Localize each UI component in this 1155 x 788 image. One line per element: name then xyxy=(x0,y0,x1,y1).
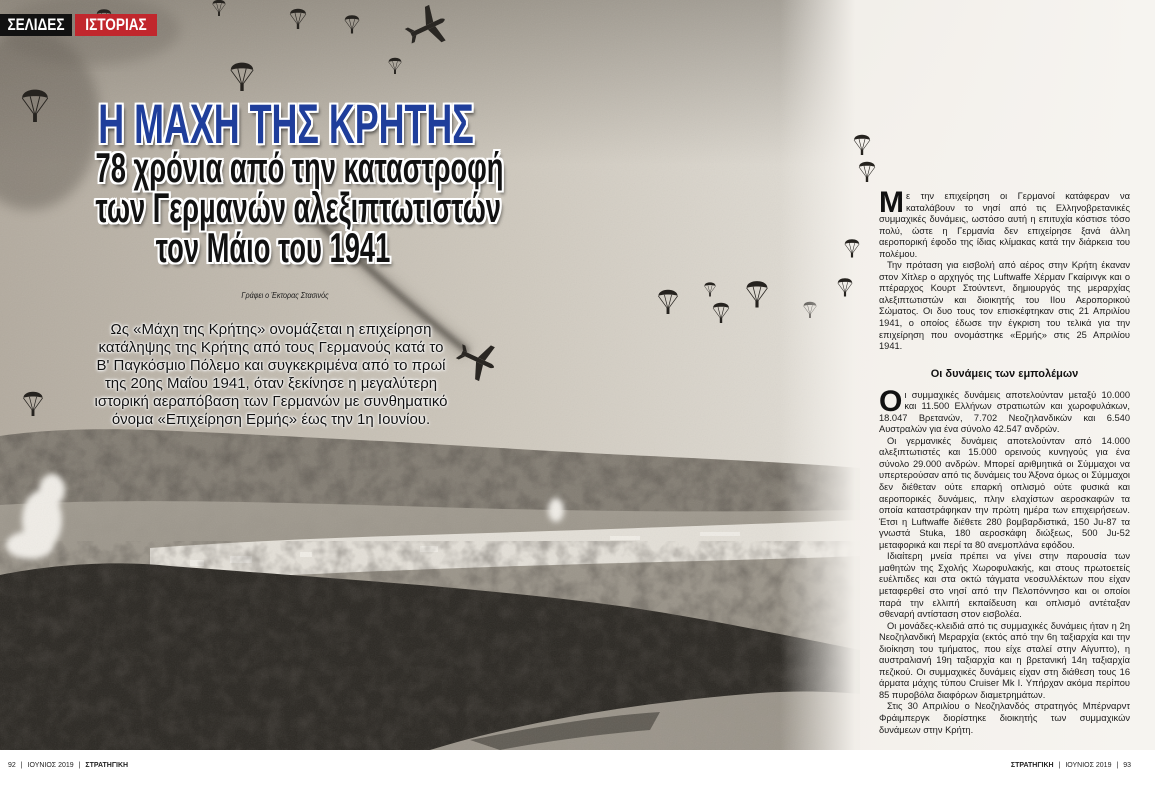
footer-magazine: ΣΤΡΑΤΗΓΙΚΗ xyxy=(1010,762,1054,769)
paragraph-text: ε την επιχείρηση οι Γερμανοί κατάφεραν να καταλάβουν το νησί από τις Ελληνοβρετανικές συμμαχικές δυνάμεις, ωστόσο αυτή η επιτυχία κόστισε τόσο πολύ, ώστε η Γερμανία δεν επιχείρησε ξανά άλλη αεροπορική έφοδο της ίδιας κλίμακας κατά την διάρκεια του πολέμου. xyxy=(879,191,1130,259)
subtitle-line: των Γερμανών αλεξιπτωτιστών xyxy=(95,184,501,231)
body-paragraph-7: Στις 30 Απριλίου ο Νεοζηλανδός στρατηγός Μπέρναρντ Φράιμπεργκ διορίστηκε διοικητής των συμμαχικών δυνάμεων στην Κρήτη. xyxy=(879,701,1130,735)
body-column xyxy=(879,186,1130,736)
body-paragraph-3 xyxy=(879,384,1130,436)
footer-left xyxy=(8,761,128,770)
section-tag-pages xyxy=(0,14,72,36)
section-heading: Οι δυνάμεις των εμπολέμων xyxy=(930,367,1079,380)
footer-right xyxy=(1011,761,1131,770)
footer-magazine: ΣΤΡΑΤΗΓΙΚΗ xyxy=(85,762,129,769)
drop-cap: Ο xyxy=(879,384,903,418)
body-paragraph-6: Οι μονάδες-κλειδιά από τις συμμαχικές δυνάμεις ήταν η 2η Νεοζηλανδική Μεραρχία (εκτός από την 6η ταξιαρχία και την διοίκηση του τμήματος, που είχε σταλεί στην Αίγυπτο), η αυστραλιανή 19η ταξιαρχία και η βρετανική 14η ταξιαρχία πεζικού. Οι συμμαχικές δυνάμεις είχαν στη διάθεση τους 16 άρματα μάχης τύπου Cruiser Mk I. Υπήρχαν ακόμα περίπου 85 πυροβόλα διαφόρων διαμετρημάτων. xyxy=(879,620,1130,700)
footer-issue: ΙΟΥΝΙΟΣ 2019 xyxy=(1065,762,1112,769)
footer-separator: | xyxy=(20,762,23,769)
section-tag-history-label: ΙΣΤΟΡΙΑΣ xyxy=(85,15,147,34)
body-paragraph-4: Οι γερμανικές δυνάμεις αποτελούνταν από 14.000 αλεξιπτωτιστές και 15.000 ορεινούς κυνηγούς για ένα σύνολο 29.000 ανδρών. Μπορεί αριθμητικά οι Σύμμαχοι να υπερτερούσαν από τις δυνάμεις του Άξονα όμως οι Σύμμαχοι δεν διέθεταν ούτε επαρκή οπλισμό ούτε φυσικά και αεροπορικές δυνάμεις, πλην ελαχίστων αεροσκαφών τα οποία καταστράφηκαν την πρώτη ημέρα των επιχειρήσεων. Έτσι η Luftwaffe διέθετε 280 βομβαρδιστικά, 150 Ju-87 τα γνωστά Stuka, 180 αεροσκάφη διώξεως, 500 Ju-52 μεταφορικά και περί τα 80 ανεμοπλάνα εφόδου. xyxy=(879,435,1130,550)
article-title: Η ΜΑΧΗ ΤΗΣ ΚΡΗΤΗΣ xyxy=(98,92,474,155)
footer-issue: ΙΟΥΝΙΟΣ 2019 xyxy=(27,762,74,769)
lead-paragraph xyxy=(0,321,542,429)
drop-cap: Μ xyxy=(879,186,904,219)
section-tag xyxy=(0,14,157,36)
footer-separator: | xyxy=(78,762,81,769)
lead-line: ιστορική αεραπόβαση των Γερμανών με συνθηματικό xyxy=(94,393,448,410)
paragraph-text: ι συμμαχικές δυνάμεις αποτελούνταν μεταξύ 10.000 και 11.500 Ελλήνων στρατιωτών και χωροφυλάκων, 18.047 Βρετανών, 7.702 Νεοζηλανδικών και 6.540 Αυστραλών για ένα σύνολο 42.547 ανδρών. xyxy=(879,389,1130,435)
body-paragraph-5: Ιδιαίτερη μνεία πρέπει να γίνει στην παρουσία των μαθητών της Σχολής Χωροφυλακής, και στους πρωτοετείς ευέλπιδες και στα οκτώ τάγματα νεοσυλλέκτων που είχαν μεταφερθεί στο νησί από την Πελοπόννησο και οι οποίοι παρά την ελλιπή εκπαίδευση και οπλισμό αντέταξαν σθεναρή αντίσταση στον εισβολέα. xyxy=(879,551,1130,620)
subtitle-line: τον Μάιο του 1941 xyxy=(155,224,391,271)
article-subtitle xyxy=(0,144,546,271)
section-tag-history xyxy=(75,14,157,36)
section-tag-pages-label: ΣΕΛΙΔΕΣ xyxy=(7,15,65,34)
footer-separator: | xyxy=(1058,762,1061,769)
subtitle-line: 78 χρόνια από την καταστροφή xyxy=(95,144,504,191)
lead-line: Ως «Μάχη της Κρήτης» ονομάζεται η επιχείρηση xyxy=(110,321,432,338)
byline: Γράφει ο Έκτορας Στασινός xyxy=(241,291,329,300)
lead-line: Β' Παγκόσμιο Πόλεμο και συγκεκριμένα από το πρωί xyxy=(96,357,446,374)
page-number-right: 93 xyxy=(1123,762,1131,769)
body-paragraph-2: Την πρόταση για εισβολή από αέρος στην Κρήτη έκαναν στον Χίτλερ ο αρχηγός της Luftwaffe Χέρμαν Γκαίρινγκ και ο πτέραρχος Κουρτ Στούντεντ, δημιουργός της μεραρχίας αλεξιπτωτιστών και διοικητής του ΙΙου Αεροπορικού Σώματος. Οι δυο τους τον επισκέφτηκαν στις 21 Απριλίου 1941, ο οποίος έδωσε την έγκριση του τελικά για την επιχείρηση που ονομάστηκε «Ερμής» στις 25 Απριλίου 1941. xyxy=(879,260,1130,352)
footer-separator: | xyxy=(1116,762,1119,769)
page-number-left: 92 xyxy=(8,762,16,769)
lead-line: της 20ης Μαΐου 1941, όταν ξεκίνησε η μεγαλύτερη xyxy=(104,375,438,392)
body-paragraph-1 xyxy=(879,186,1130,260)
lead-line: όνομα «Επιχείρηση Ερμής» έως την 1η Ιουνίου. xyxy=(111,411,431,428)
lead-line: κατάληψης της Κρήτης από τους Γερμανούς κατά το xyxy=(98,339,444,356)
